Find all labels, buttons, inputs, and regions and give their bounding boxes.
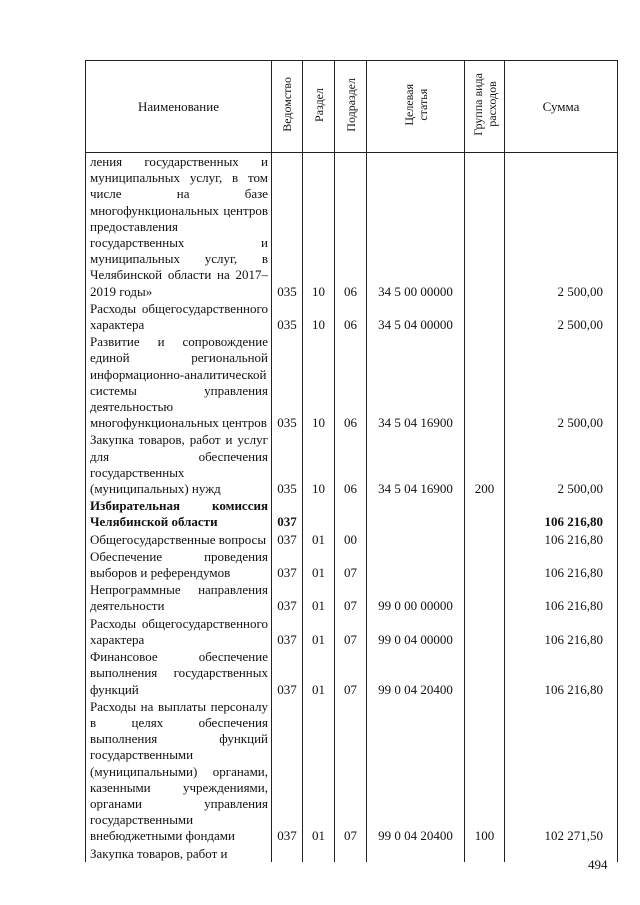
row-subsection-cell: 06: [335, 153, 367, 300]
row-target-cell: 34 5 04 00000: [367, 300, 465, 333]
table-body: [86, 153, 618, 862]
header-section-label: Раздел: [311, 87, 326, 122]
row-subsection-cell: 06: [335, 431, 367, 497]
table-row: [86, 333, 618, 431]
row-subsection-cell: [335, 845, 367, 862]
header-subsection-label: Подраздел: [343, 77, 358, 132]
row-dept-cell: 035: [272, 333, 303, 431]
table-row: [86, 431, 618, 497]
row-subsection-cell: 07: [335, 548, 367, 581]
row-sum-cell: 106 216,80: [505, 531, 618, 548]
table-row: [86, 845, 618, 862]
row-target-cell: 99 0 04 00000: [367, 615, 465, 648]
header-exp-line1: Группа вида: [470, 73, 485, 136]
row-expense-group-cell: 200: [465, 431, 505, 497]
table-row: [86, 698, 618, 845]
budget-table-page: [85, 60, 617, 862]
row-name-cell: Избирательная комиссия Челябинской области: [86, 497, 272, 530]
row-sum-cell: 2 500,00: [505, 153, 618, 300]
header-target-article: [367, 61, 465, 153]
row-target-cell: 34 5 00 00000: [367, 153, 465, 300]
row-target-cell: [367, 845, 465, 862]
row-expense-group-cell: [465, 333, 505, 431]
row-dept-cell: 035: [272, 300, 303, 333]
page-number: 494: [588, 857, 608, 872]
row-sum-cell: 2 500,00: [505, 300, 618, 333]
row-dept-cell: 037: [272, 497, 303, 530]
row-expense-group-cell: [465, 153, 505, 300]
row-subsection-cell: 07: [335, 698, 367, 845]
row-dept-cell: 037: [272, 615, 303, 648]
row-dept-cell: 035: [272, 153, 303, 300]
row-expense-group-cell: [465, 845, 505, 862]
header-dept: [272, 61, 303, 153]
row-sum-cell: 106 216,80: [505, 648, 618, 698]
row-subsection-cell: 06: [335, 300, 367, 333]
row-expense-group-cell: [465, 581, 505, 614]
row-section-cell: 10: [303, 431, 335, 497]
row-name-cell: Закупка товаров, работ и: [86, 845, 272, 862]
row-target-cell: [367, 497, 465, 530]
row-subsection-cell: 00: [335, 531, 367, 548]
row-name-cell: Закупка товаров, работ и услуг для обеспечения государственных (муниципальных) нужд: [86, 431, 272, 497]
row-sum-cell: 2 500,00: [505, 333, 618, 431]
row-dept-cell: 037: [272, 698, 303, 845]
row-subsection-cell: 07: [335, 615, 367, 648]
row-expense-group-cell: [465, 548, 505, 581]
row-subsection-cell: 07: [335, 648, 367, 698]
header-exp-line2: расходов: [484, 81, 499, 128]
row-sum-cell: 106 216,80: [505, 497, 618, 530]
row-sum-cell: 102 271,50: [505, 698, 618, 845]
table-header-row: [86, 61, 618, 153]
row-target-cell: 34 5 04 16900: [367, 431, 465, 497]
header-section: [303, 61, 335, 153]
row-expense-group-cell: [465, 615, 505, 648]
row-dept-cell: 035: [272, 431, 303, 497]
row-target-cell: [367, 548, 465, 581]
row-name-cell: Расходы на выплаты персоналу в целях обеспечения выполнения функций государственными (муниципальными) органами, казенными учреждениями, органами управления государственными внебюджетными фондами: [86, 698, 272, 845]
table-row: [86, 497, 618, 530]
row-target-cell: 34 5 04 16900: [367, 333, 465, 431]
row-target-cell: 99 0 00 00000: [367, 581, 465, 614]
row-section-cell: 01: [303, 615, 335, 648]
header-sum: Сумма: [505, 61, 618, 153]
row-expense-group-cell: [465, 497, 505, 530]
budget-table: [85, 60, 618, 862]
row-name-cell: Расходы общегосударственного характера: [86, 300, 272, 333]
row-target-cell: 99 0 04 20400: [367, 648, 465, 698]
header-target-line1: Целевая: [401, 83, 416, 126]
row-name-cell: Обеспечение проведения выборов и референдумов: [86, 548, 272, 581]
row-subsection-cell: 07: [335, 581, 367, 614]
header-expense-group: [465, 61, 505, 153]
row-sum-cell: 106 216,80: [505, 581, 618, 614]
row-subsection-cell: [335, 497, 367, 530]
row-section-cell: 10: [303, 300, 335, 333]
row-name-cell: ления государственных и муниципальных услуг, в том числе на базе многофункциональных центров предоставления государственных и муниципальных услуг, в Челябинской области на 2017–2019 годы»: [86, 153, 272, 300]
row-sum-cell: 106 216,80: [505, 615, 618, 648]
row-sum-cell: 2 500,00: [505, 431, 618, 497]
table-row: [86, 548, 618, 581]
row-expense-group-cell: [465, 648, 505, 698]
table-row: [86, 581, 618, 614]
header-expense-group-label: [471, 73, 499, 136]
row-expense-group-cell: [465, 531, 505, 548]
row-dept-cell: 037: [272, 548, 303, 581]
row-section-cell: [303, 497, 335, 530]
row-name-cell: Финансовое обеспечение выполнения государственных функций: [86, 648, 272, 698]
table-row: [86, 300, 618, 333]
row-target-cell: 99 0 04 20400: [367, 698, 465, 845]
header-dept-label: Ведомство: [280, 77, 294, 132]
row-dept-cell: 037: [272, 531, 303, 548]
row-section-cell: 01: [303, 548, 335, 581]
row-expense-group-cell: [465, 300, 505, 333]
table-row: [86, 531, 618, 548]
row-section-cell: 10: [303, 153, 335, 300]
row-subsection-cell: 06: [335, 333, 367, 431]
row-section-cell: 01: [303, 531, 335, 548]
header-subsection: [335, 61, 367, 153]
row-section-cell: 10: [303, 333, 335, 431]
table-row: [86, 648, 618, 698]
header-target-line2: статья: [415, 88, 430, 121]
row-name-cell: Расходы общегосударственного характера: [86, 615, 272, 648]
row-section-cell: 01: [303, 581, 335, 614]
row-section-cell: 01: [303, 648, 335, 698]
row-dept-cell: 037: [272, 581, 303, 614]
header-target-article-label: [402, 84, 430, 126]
row-section-cell: 01: [303, 698, 335, 845]
row-name-cell: Непрограммные направления деятельности: [86, 581, 272, 614]
header-name: Наименование: [86, 61, 272, 153]
row-target-cell: [367, 531, 465, 548]
row-sum-cell: 106 216,80: [505, 548, 618, 581]
table-row: [86, 153, 618, 300]
table-row: [86, 615, 618, 648]
row-section-cell: [303, 845, 335, 862]
row-name-cell: Развитие и сопровождение единой региональной информационно-аналитической системы управления деятельностью многофункциональных центров: [86, 333, 272, 431]
row-name-cell: Общегосударственные вопросы: [86, 531, 272, 548]
row-dept-cell: [272, 845, 303, 862]
row-expense-group-cell: 100: [465, 698, 505, 845]
row-dept-cell: 037: [272, 648, 303, 698]
